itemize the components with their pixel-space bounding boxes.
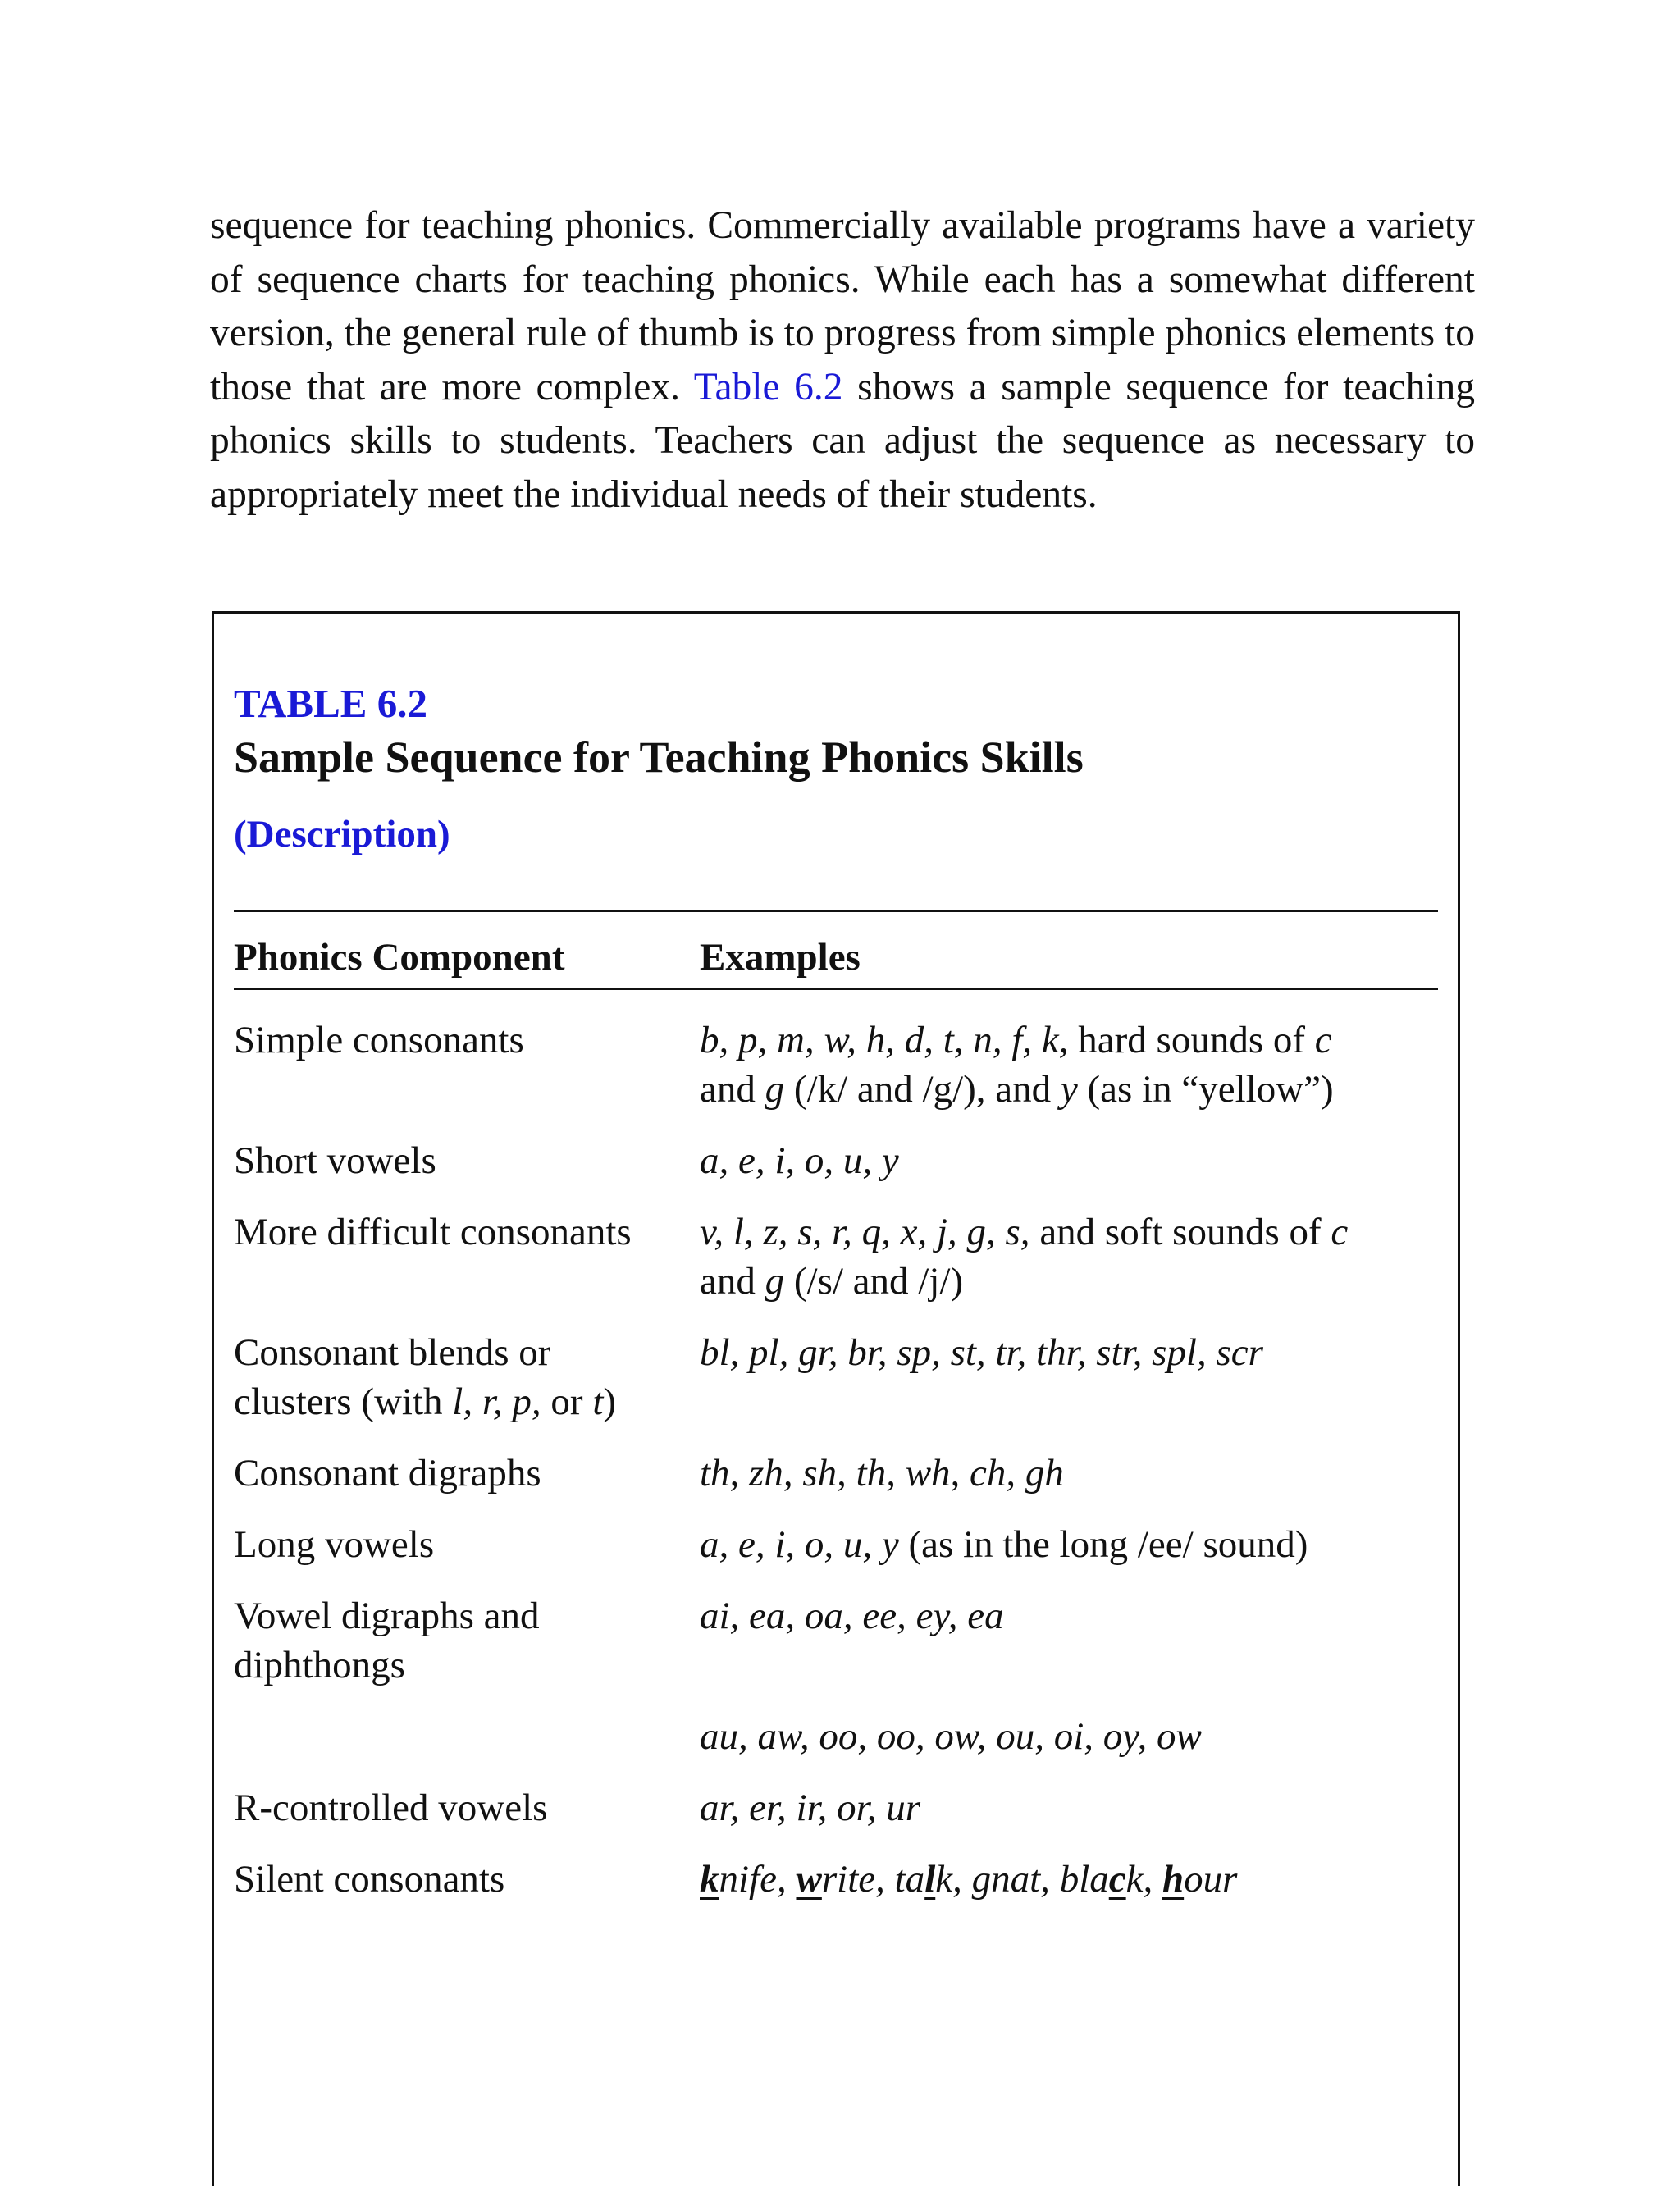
- intro-text-after: shows a sample sequence for teaching phonics skills to students. Teachers can adjust the sequence as necessary to appropriately meet the individual needs of their students.: [210, 365, 1476, 516]
- description-link[interactable]: (Description): [234, 813, 450, 856]
- table-number: TABLE 6.2: [234, 681, 427, 726]
- row-examples-vowel-digraphs: ai, ea, oa, ee, ey, ea: [700, 1595, 1004, 1637]
- row-examples-long-vowels: a, e, i, o, u, y (as in the long /ee/ sound): [700, 1523, 1308, 1566]
- intro-text-before: sequence for teaching phonics. Commercially available programs have a variety of sequence charts for teaching phonics. While each has a somewhat different version, the general rule of thumb is to progress from simple phonics elements to those that are more complex.: [210, 204, 1475, 408]
- row-component-simple-consonants: Simple consonants: [234, 1019, 524, 1061]
- column-header-examples: Examples: [700, 936, 861, 979]
- intro-paragraph: [210, 199, 1475, 522]
- table-top-rule: [234, 910, 1438, 912]
- row-examples-short-vowels: a, e, i, o, u, y: [700, 1139, 899, 1182]
- table-title: Sample Sequence for Teaching Phonics Skills: [234, 732, 1084, 782]
- row-examples-r-controlled-vowels: ar, er, ir, or, ur: [700, 1787, 921, 1829]
- row-examples-consonant-blends: bl, pl, gr, br, sp, st, tr, thr, str, spl, scr: [700, 1331, 1263, 1374]
- column-header-component: Phonics Component: [234, 936, 565, 979]
- row-component-consonant-blends: Consonant blends or clusters (with l, r, p, or t): [234, 1331, 617, 1423]
- row-examples-consonant-digraphs: th, zh, sh, th, wh, ch, gh: [700, 1452, 1064, 1495]
- row-component-consonant-digraphs: Consonant digraphs: [234, 1452, 541, 1495]
- table-header-rule: [234, 988, 1438, 990]
- row-component-vowel-digraphs: Vowel digraphs and diphthongs: [234, 1595, 540, 1686]
- row-component-silent-consonants: Silent consonants: [234, 1858, 505, 1901]
- row-examples-simple-consonants: b, p, m, w, h, d, t, n, f, k, hard sounds of c and g (/k/ and /g/), and y (as in “yellow”): [700, 1019, 1334, 1111]
- row-component-more-difficult-consonants: More difficult consonants: [234, 1211, 632, 1253]
- row-examples-more-difficult-consonants: v, l, z, s, r, q, x, j, g, s, and soft sounds of c and g (/s/ and /j/): [700, 1211, 1349, 1303]
- row-component-r-controlled-vowels: R-controlled vowels: [234, 1787, 548, 1829]
- row-examples-diphthongs: au, aw, oo, oo, ow, ou, oi, oy, ow: [700, 1715, 1202, 1758]
- row-component-short-vowels: Short vowels: [234, 1139, 436, 1182]
- row-examples-silent-consonants: knife, write, talk, gnat, black, hour: [700, 1858, 1238, 1901]
- table-6-2-link[interactable]: Table 6.2: [693, 365, 843, 408]
- row-component-long-vowels: Long vowels: [234, 1523, 435, 1566]
